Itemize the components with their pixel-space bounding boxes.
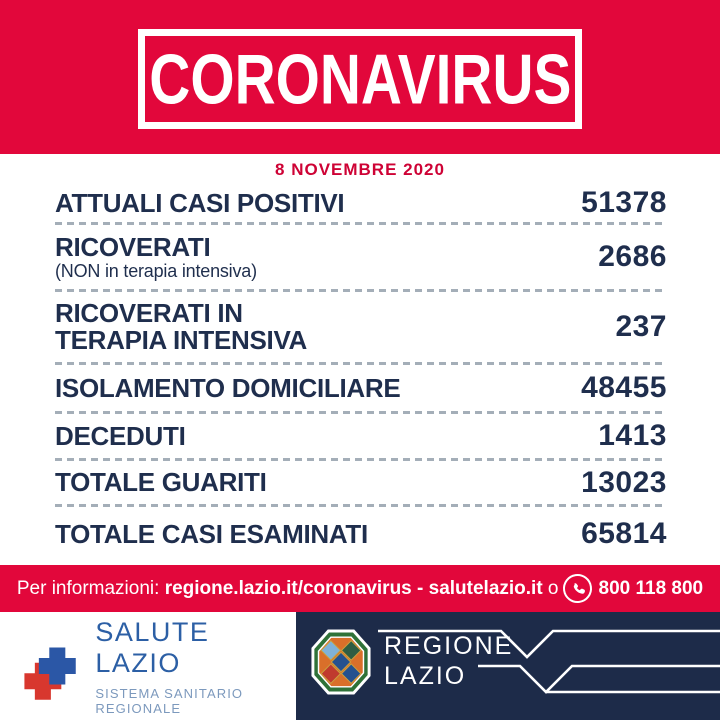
coronavirus-banner-box bbox=[138, 29, 582, 129]
info-links: regione.lazio.it/coronavirus - salutelazio.it bbox=[164, 577, 543, 599]
banner-title: CORONAVIRUS bbox=[148, 39, 572, 119]
stat-label: TOTALE CASI ESAMINATI bbox=[55, 518, 368, 549]
stat-row bbox=[55, 292, 667, 362]
stat-label: TOTALE GUARITI bbox=[55, 467, 267, 498]
lazio-word: LAZIO bbox=[384, 662, 467, 690]
stat-value: 237 bbox=[615, 310, 667, 343]
stat-label: ATTUALI CASI POSITIVI bbox=[55, 187, 345, 218]
lazio-coat-of-arms bbox=[310, 627, 372, 697]
footer bbox=[0, 612, 720, 720]
top-red-band bbox=[0, 0, 720, 154]
phone-number: 800 118 800 bbox=[598, 577, 704, 599]
salute-text-block bbox=[95, 617, 296, 716]
phone-handset-icon bbox=[561, 572, 594, 605]
regione-lazio-block bbox=[296, 612, 720, 720]
stat-label: ISOLAMENTO DOMICILIARE bbox=[55, 372, 401, 403]
salute-title: SALUTE LAZIO bbox=[95, 616, 210, 678]
stat-row bbox=[55, 414, 667, 458]
info-bar bbox=[0, 565, 720, 612]
stat-value: 51378 bbox=[581, 186, 667, 219]
stat-label: RICOVERATI IN TERAPIA INTENSIVA bbox=[55, 298, 308, 355]
date-line bbox=[0, 154, 720, 180]
stat-value: 1413 bbox=[598, 419, 667, 452]
red-blue-cross-logo bbox=[18, 625, 85, 707]
info-prefix: Per informazioni: bbox=[16, 577, 165, 599]
salute-lazio-block bbox=[0, 612, 296, 720]
stat-label: RICOVERATI (NON in terapia intensiva) bbox=[55, 231, 257, 282]
stats-list bbox=[0, 180, 720, 565]
stat-value: 48455 bbox=[581, 371, 667, 404]
stat-value: 2686 bbox=[598, 240, 667, 273]
stat-label: DECEDUTI bbox=[55, 420, 186, 451]
stat-row bbox=[55, 184, 667, 222]
stat-value: 65814 bbox=[581, 517, 667, 550]
regione-wordmark bbox=[384, 634, 513, 689]
stat-row bbox=[55, 365, 667, 411]
stat-row bbox=[55, 225, 667, 289]
stat-row bbox=[55, 461, 667, 504]
salute-subtitle: SISTEMA SANITARIO REGIONALE bbox=[95, 685, 244, 716]
stat-value: 13023 bbox=[581, 465, 667, 499]
stat-sublabel: (NON in terapia intensiva) bbox=[55, 261, 257, 282]
info-connector: o bbox=[542, 577, 559, 599]
stat-row bbox=[55, 507, 667, 561]
regione-word: REGIONE bbox=[384, 632, 514, 660]
report-date: 8 NOVEMBRE 2020 bbox=[275, 160, 445, 179]
